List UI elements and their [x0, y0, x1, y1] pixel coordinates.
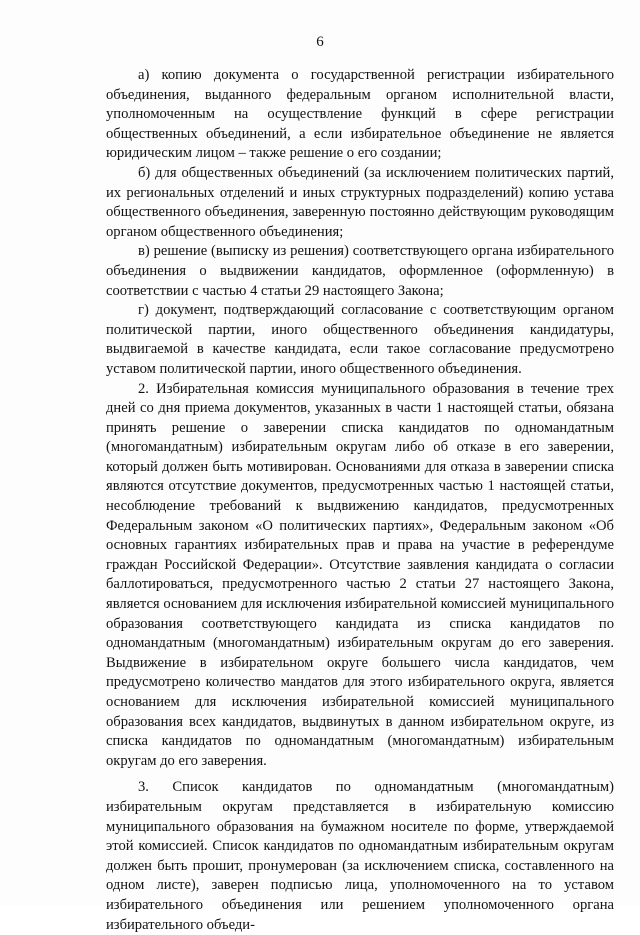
- page-number: 6: [316, 34, 324, 50]
- document-body: [106, 66, 614, 935]
- paragraph-item-v: в) решение (выписку из решения) соответствующего органа избирательного объединения о выдвижении кандидатов, оформленное (оформленную) в соответствии с частью 4 статьи 29 настоящего Закона;: [106, 243, 614, 299]
- paragraph-section-3: 3. Список кандидатов по одномандатным (многомандатным) избирательным округам представляется в избирательную комиссию муниципального образования на бумажном носителе по форме, утверждаемой этой комиссией. Список кандидатов по одномандатным избирательным округам должен быть прошит, пронумерован (за исключением списка, составленного на одном листе), заверен подписью лица, уполномоченного на то уставом избирательного объединения или решением уполномоченного органа избирательного объеди-: [106, 779, 614, 933]
- paragraph-item-a: а) копию документа о государственной регистрации избирательного объединения, выданного федеральным органом исполнительной власти, уполномоченным на осуществление функций в сфере регистрации общественных объединений, а если избирательное объединение не является юридическим лицом – также решение о его создании;: [106, 67, 614, 162]
- paragraph-item-g: г) документ, подтверждающий согласование с соответствующим органом политической партии, иного общественного объединения кандидатуры, выдвигаемой в качестве кандидата, если такое согласование предусмотрено уставом политической партии, иного общественного объединения.: [106, 302, 614, 377]
- paragraph-item-b: б) для общественных объединений (за исключением политических партий, их региональных отделений и иных структурных подразделений) копию устава общественного объединения, заверенную постоянно действующим руководящим органом общественного объединения;: [106, 164, 614, 240]
- paragraph-section-2: 2. Избирательная комиссия муниципального образования в течение трех дней со дня приема документов, указанных в части 1 настоящей статьи, обязана принять решение о заверении списка кандидатов по одномандатным (многомандатным) избирательным округам либо об отказе в его заверении, который должен быть мотивирован. Основаниями для отказа в заверении списка являются отсутствие документов, предусмотренных частью 1 настоящей статьи, несоблюдение требований к выдвижению кандидатов, предусмотренных Федеральным законом «О политических партиях», Федеральным законом «Об основных гарантиях избирательных прав и права на участие в референдуме граждан Российской Федерации». Отсутствие заявления кандидата о согласии баллотироваться, предусмотренного частью 2 статьи 27 настоящего Закона, является основанием для исключения избирательной комиссией муниципального образования соответствующего кандидата из списка кандидатов по одномандатным (многомандатным) избирательным округам до его заверения. Выдвижение в избирательном округе большего числа кандидатов, чем предусмотрено количество мандатов для этого избирательного округа, является основанием для исключения избирательной комиссией муниципального образования всех кандидатов, выдвинутых в данном избирательном округе, из списка кандидатов по одномандатным (многомандатным) избирательным округам до его заверения.: [106, 380, 614, 769]
